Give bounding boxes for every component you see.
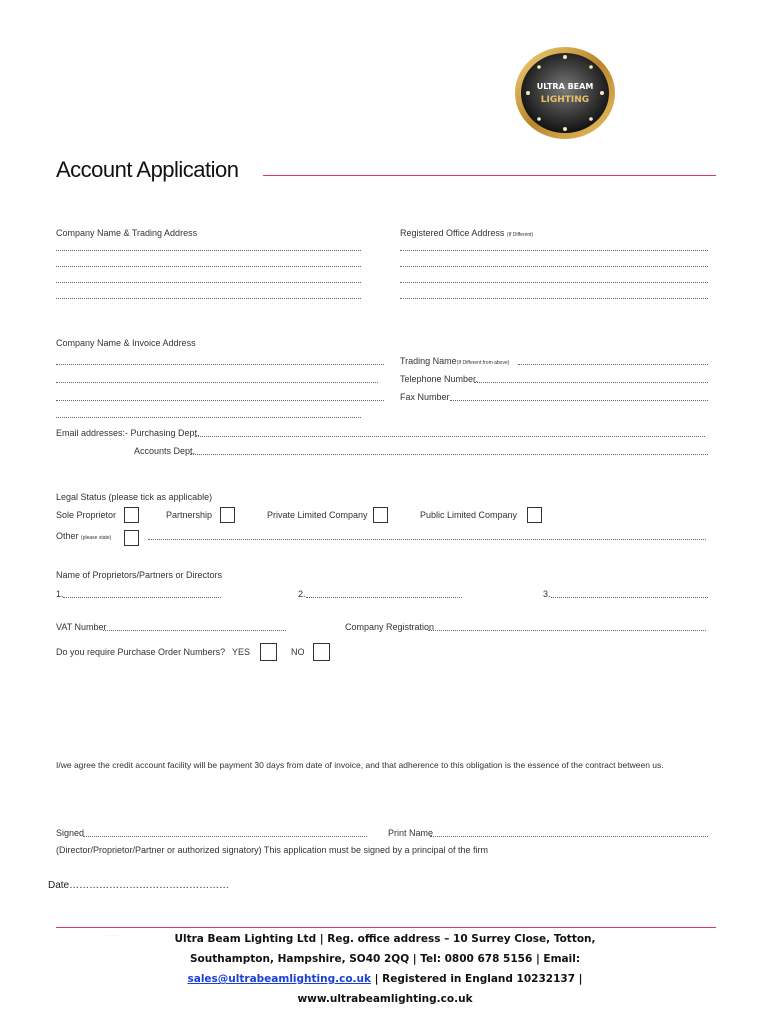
po-question: Do you require Purchase Order Numbers? [56,647,226,657]
logo-line2: LIGHTING [540,95,590,105]
private-limited-checkbox[interactable] [373,507,388,523]
invoice-address-line-2[interactable] [56,382,378,383]
company-registration-label: Company Registration [345,622,435,632]
footer-registered: | Registered in England 10232137 | [371,973,583,985]
trading-address-line-4[interactable] [56,298,361,299]
print-name-label: Print Name [388,828,434,838]
registered-address-line-3[interactable] [400,282,708,283]
telephone-field[interactable] [474,382,708,383]
proprietors-heading: Name of Proprietors/Partners or Directors [56,570,223,580]
trading-name-field[interactable] [518,364,708,365]
other-text: Other [56,531,79,541]
proprietor-2-field[interactable] [306,597,462,598]
footer-rule [56,927,716,928]
trading-name-note: (If Different from above) [456,360,510,366]
partnership-checkbox[interactable] [220,507,235,523]
other-note: (please state) [81,535,112,541]
title-rule [263,175,716,176]
agreement-text: I/we agree the credit account facility will be payment 30 days from date of invoice, and that adherence to this obligation is the essence of the contract between us. [56,760,664,770]
fax-field[interactable] [450,400,708,401]
invoice-address-label: Company Name & Invoice Address [56,338,196,348]
registered-address-line-1[interactable] [400,250,708,251]
print-name-field[interactable] [430,836,708,837]
fax-label: Fax Number [400,392,450,402]
other-field[interactable] [148,539,706,540]
logo-line1: ULTRA BEAM [536,82,594,91]
footer-mark: · · · · · · [104,933,118,938]
signed-label: Signed [56,828,85,838]
partnership-label: Partnership [166,510,213,520]
registered-address-line-4[interactable] [400,298,708,299]
email-purchasing-field[interactable] [195,436,705,437]
trading-name-label [400,356,509,366]
registered-office-note: (If Different) [506,232,534,238]
po-yes-checkbox[interactable] [260,643,277,661]
other-checkbox[interactable] [124,530,139,546]
footer-email-link[interactable]: sales@ultrabeamlighting.co.uk [187,973,371,985]
email-accounts-field[interactable] [190,454,708,455]
invoice-address-line-3[interactable] [56,400,384,401]
registered-office-label [400,228,533,238]
po-no-checkbox[interactable] [313,643,330,661]
private-limited-label: Private Limited Company [267,510,368,520]
po-no-label: NO [291,647,305,657]
date-field[interactable]: Date………………………………………… [48,880,230,891]
legal-status-heading: Legal Status (please tick as applicable) [56,492,213,502]
registered-office-text: Registered Office Address [400,228,505,238]
trading-address-line-1[interactable] [56,250,361,251]
public-limited-label: Public Limited Company [420,510,518,520]
proprietor-2-number: 2. [298,589,306,599]
other-label [56,531,111,541]
footer-line-2: Southampton, Hampshire, SO40 2QQ | Tel: 0800 678 5156 | Email: [189,953,581,965]
registered-address-line-2[interactable] [400,266,708,267]
po-yes-label: YES [232,647,251,657]
footer-line-1: Ultra Beam Lighting Ltd | Reg. office address – 10 Surrey Close, Totton, [174,933,596,945]
ultra-beam-lighting-logo [512,45,618,141]
vat-number-field[interactable] [103,630,286,631]
sole-proprietor-checkbox[interactable] [124,507,139,523]
company-registration-field[interactable] [428,630,706,631]
trading-address-line-3[interactable] [56,282,361,283]
company-trading-label: Company Name & Trading Address [56,228,198,238]
trading-address-line-2[interactable] [56,266,361,267]
vat-number-label: VAT Number [56,622,107,632]
footer-line-3 [0,973,770,985]
invoice-address-line-1[interactable] [56,364,384,365]
trading-name-text: Trading Name [400,356,457,366]
signatory-note: (Director/Proprietor/Partner or authorized signatory) This application must be signed by a principal of the firm [56,845,489,855]
signed-field[interactable] [83,836,367,837]
proprietor-1-field[interactable] [63,597,221,598]
email-accounts-label: Accounts Dept. [134,446,196,456]
telephone-label: Telephone Number. [400,374,479,384]
proprietor-3-field[interactable] [551,597,708,598]
public-limited-checkbox[interactable] [527,507,542,523]
sole-proprietor-label: Sole Proprietor [56,510,117,520]
proprietor-1-number: 1. [56,589,64,599]
invoice-address-line-4[interactable] [56,417,361,418]
proprietor-3-number: 3. [543,589,551,599]
email-purchasing-label: Email addresses:- Purchasing Dept. [56,428,200,438]
footer-website[interactable]: www.ultrabeamlighting.co.uk [297,993,473,1005]
page-title: Account Application [56,157,239,182]
